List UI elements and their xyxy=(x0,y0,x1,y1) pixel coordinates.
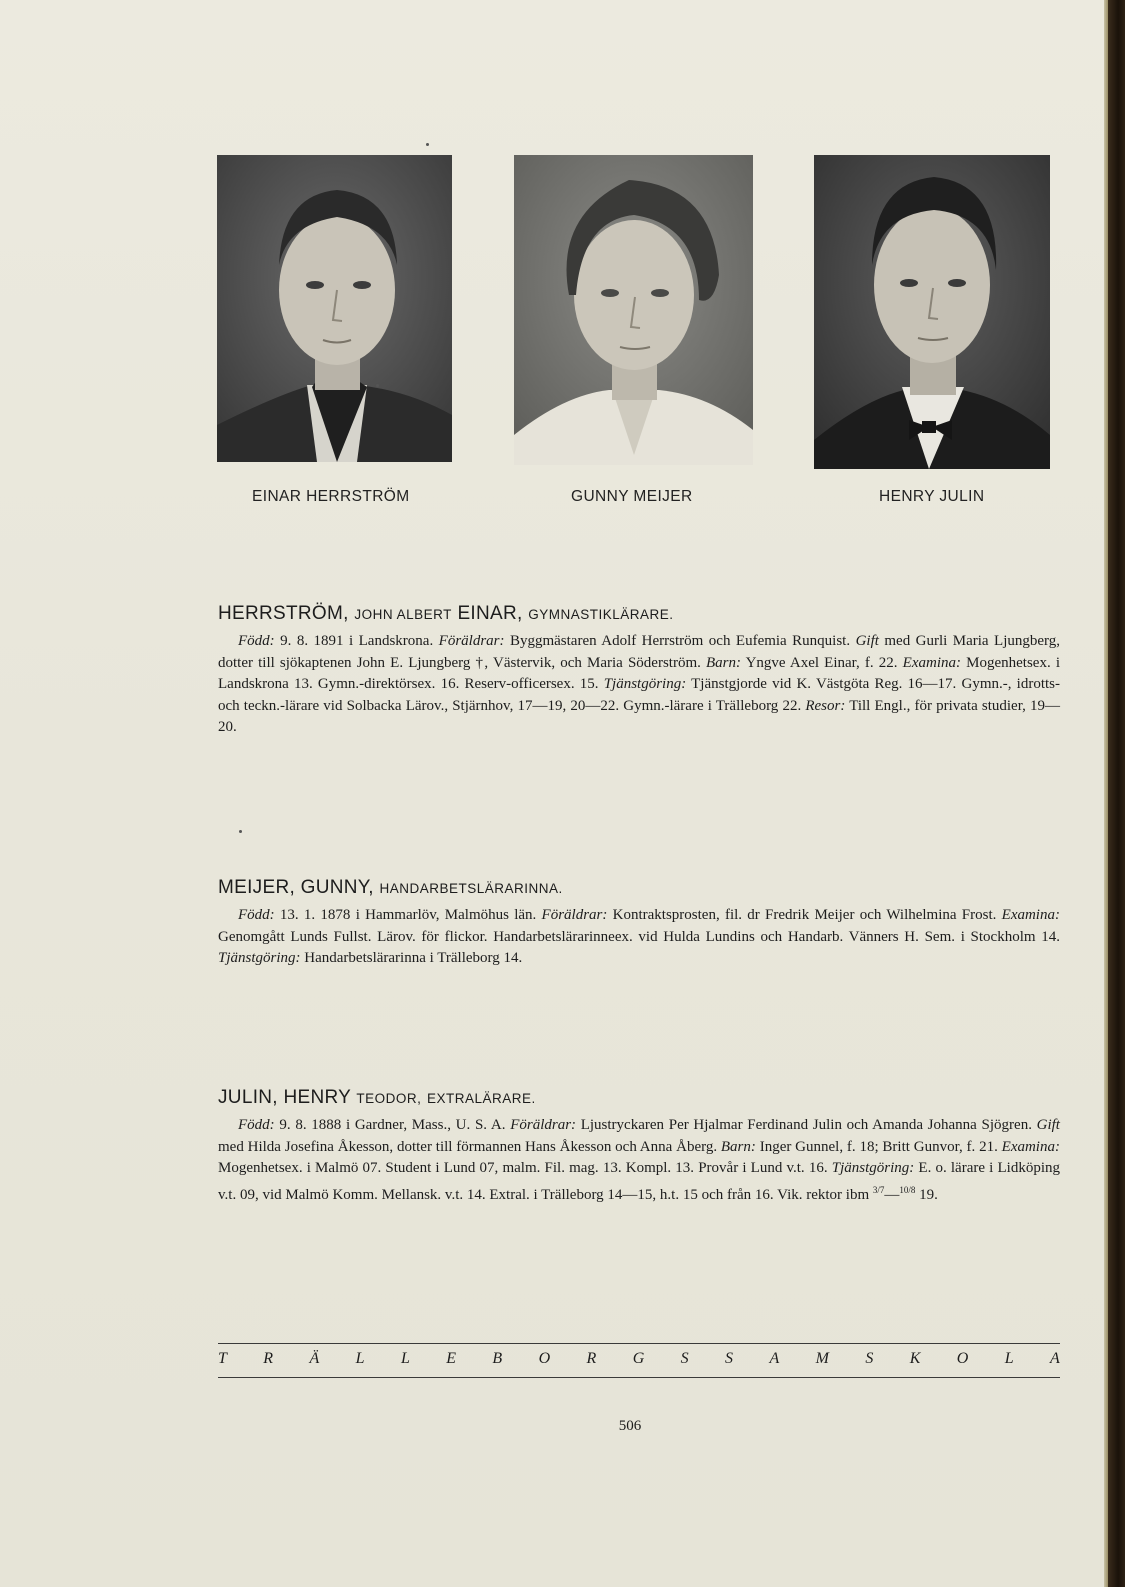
footer-letter: E xyxy=(446,1350,457,1367)
married-text: med Gurli Maria Ljungberg, dotter till sjökaptenen John E. Ljungberg †, Västervik, och Maria Söderström. xyxy=(218,633,1061,671)
label-fodd: Född: xyxy=(238,633,275,649)
entry-body xyxy=(218,1115,1060,1206)
label-examina: Examina: xyxy=(1001,907,1060,923)
label-tjanstgoring: Tjänstgöring: xyxy=(218,950,301,967)
exams-text: Mogenhetsex. i Landskrona 13. Gymn.-direktörsex. 16. Reserv-officersex. 15. xyxy=(218,654,1060,693)
label-barn: Barn: xyxy=(720,1138,756,1155)
born-text: 9. 8. 1888 i Gardner, Mass., U. S. A. xyxy=(274,1117,511,1133)
footer-school-name xyxy=(218,1350,1060,1368)
portrait-henry-julin xyxy=(814,155,1050,469)
footer-letter: L xyxy=(1004,1350,1014,1367)
parents-text: Byggmästaren Adolf Herrström och Eufemia Runquist. xyxy=(504,633,856,649)
book-spine xyxy=(1108,0,1125,1587)
label-foraldrar: Föräldrar: xyxy=(438,633,505,649)
print-speck xyxy=(376,384,379,387)
entry-given-names: JOHN ALBERT xyxy=(354,607,452,622)
entry-body xyxy=(218,905,1060,970)
children-text: Inger Gunnel, f. 18; Britt Gunvor, f. 21. xyxy=(755,1138,1002,1155)
footer-letter: B xyxy=(492,1350,503,1367)
print-speck xyxy=(239,830,242,833)
footer-letter: R xyxy=(586,1350,597,1367)
print-speck xyxy=(426,143,429,146)
date-range-dash: — xyxy=(884,1186,900,1203)
entry-meijer xyxy=(218,877,1060,970)
parents-text: Ljustryckaren Per Hjalmar Ferdinand Julin och Amanda Johanna Sjögren. xyxy=(576,1117,1037,1133)
entry-occupation: HANDARBETSLÄRARINNA. xyxy=(379,881,563,896)
entry-herrstrom xyxy=(218,603,1060,739)
footer-letter: A xyxy=(1050,1350,1060,1367)
footer-letter: S xyxy=(865,1350,874,1367)
footer-letter: O xyxy=(956,1350,969,1367)
entry-given-names: TEODOR, xyxy=(356,1091,422,1106)
entry-surname: JULIN, HENRY xyxy=(218,1087,351,1108)
service-text-end: 19. xyxy=(915,1186,938,1203)
label-fodd: Född: xyxy=(238,907,275,923)
footer-rule-top xyxy=(218,1343,1060,1344)
date-fraction-end: 10/8 xyxy=(899,1184,916,1195)
entry-heading xyxy=(218,877,1060,899)
portrait-gunny-meijer xyxy=(514,155,753,465)
exams-text: Genomgått Lunds Fullst. Lärov. för flickor. Handarbetslärarinneex. vid Hulda Lundins och Handarb. Vänners H. Sem. i Stockholm 14. xyxy=(218,928,1060,945)
entry-julin xyxy=(218,1087,1060,1206)
entry-heading xyxy=(218,603,1060,625)
entry-surname: HERRSTRÖM, xyxy=(218,603,349,624)
service-text: Tjänstgjorde vid K. Västgöta Reg. 16—17. Gymn.-, idrotts- och teckn.-lärare vid Solbacka Lärov., Stjärnhov, 17—19, 20—22. Gymn.-lärare i Trälleborg 22. xyxy=(218,676,1060,714)
footer-letter: S xyxy=(725,1350,734,1367)
page-number: 506 xyxy=(618,1418,642,1434)
entry-heading xyxy=(218,1087,1060,1109)
label-barn: Barn: xyxy=(706,654,741,671)
footer-letter: R xyxy=(263,1350,274,1367)
footer-letter: T xyxy=(218,1350,227,1367)
parents-text: Kontraktsprosten, fil. dr Fredrik Meijer och Wilhelmina Frost. xyxy=(607,907,1002,923)
exams-text: Mogenhetsex. i Malmö 07. Student i Lund 07, malm. Fil. mag. 13. Kompl. 13. Provår i Lund v.t. 16. xyxy=(218,1160,832,1177)
footer-letter: O xyxy=(538,1350,551,1367)
label-gift: Gift xyxy=(1036,1117,1060,1133)
label-resor: Resor: xyxy=(805,697,846,714)
label-fodd: Född: xyxy=(238,1117,275,1133)
footer-letter: Ä xyxy=(309,1350,320,1367)
footer-rule-bottom xyxy=(218,1377,1060,1378)
entry-occupation: EXTRALÄRARE. xyxy=(426,1091,536,1106)
portrait-caption-meijer: GUNNY MEIJER xyxy=(571,488,693,505)
label-foraldrar: Föräldrar: xyxy=(541,907,608,923)
service-text: Handarbetslärarinna i Trälleborg 14. xyxy=(300,950,523,967)
footer-letter: L xyxy=(355,1350,365,1367)
footer-letter: A xyxy=(769,1350,780,1367)
entry-body xyxy=(218,631,1060,739)
date-fraction-start: 3/7 xyxy=(872,1184,885,1195)
born-text: 13. 1. 1878 i Hammarlöv, Malmöhus län. xyxy=(274,907,542,923)
portrait-einar-herrstrom xyxy=(217,155,452,462)
entry-call-name: EINAR, xyxy=(457,603,523,624)
label-examina: Examina: xyxy=(1001,1138,1060,1155)
footer-letter: L xyxy=(400,1350,410,1367)
footer-letter: S xyxy=(680,1350,689,1367)
label-foraldrar: Föräldrar: xyxy=(510,1117,577,1133)
service-text: E. o. lärare i Lidköping v.t. 09, vid Malmö Komm. Mellansk. v.t. 14. Extral. i Trälleborg 14—15, h.t. 15 och från 16. Vik. rektor ibm xyxy=(218,1160,1060,1203)
portrait-caption-herrstrom: EINAR HERRSTRÖM xyxy=(252,488,410,505)
entry-surname: MEIJER, GUNNY, xyxy=(218,877,374,898)
travel-text: Till Engl., för privata studier, 19—20. xyxy=(218,697,1060,736)
label-tjanstgoring: Tjänstgöring: xyxy=(831,1160,915,1177)
label-tjanstgoring: Tjänstgöring: xyxy=(603,676,687,693)
label-gift: Gift xyxy=(855,633,879,649)
entry-occupation: GYMNASTIKLÄRARE. xyxy=(528,607,674,622)
label-examina: Examina: xyxy=(902,654,961,671)
footer-letter: K xyxy=(909,1350,921,1367)
born-text: 9. 8. 1891 i Landskrona. xyxy=(274,633,439,649)
children-text: Yngve Axel Einar, f. 22. xyxy=(741,654,903,671)
married-text: med Hilda Josefina Åkesson, dotter till förmannen Hans Åkesson och Anna Åberg. xyxy=(218,1138,721,1155)
footer-letter: M xyxy=(815,1350,829,1367)
portrait-caption-julin: HENRY JULIN xyxy=(879,488,985,505)
footer-letter: G xyxy=(632,1350,645,1367)
